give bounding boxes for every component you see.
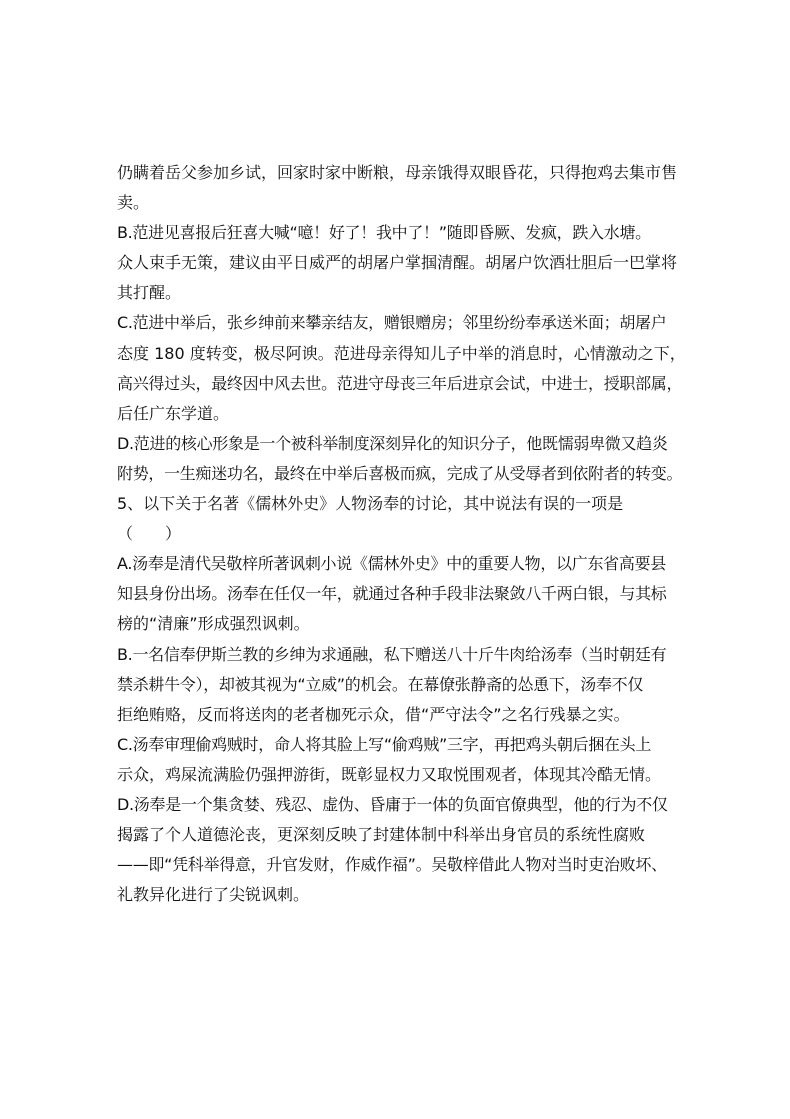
text-line: 附势，一生痴迷功名，最终在中举后喜极而疯，完成了从受辱者到依附者的转变。 xyxy=(117,463,683,483)
text-line: 揭露了个人道德沦丧，更深刻反映了封建体制中科举出身官员的系统性腐败 xyxy=(117,825,646,845)
text-line: 后任广东学道。 xyxy=(117,403,230,423)
text-line: 拒绝贿赂，反而将送肉的老者枷死示众，借“严守法令”之名行残暴之实。 xyxy=(117,704,630,724)
option-b-line: B.范进见喜报后狂喜大喊“噫！好了！我中了！”随即昏厥、发疯，跌入水塘。 xyxy=(117,223,651,243)
option-d-line: D.范进的核心形象是一个被科举制度深刻异化的知识分子，他既懦弱卑微又趋炎 xyxy=(117,433,668,453)
option-b-line: B.一名信奉伊斯兰教的乡绅为求通融，私下赠送八十斤牛肉给汤奉（当时朝廷有 xyxy=(117,644,667,664)
text-line: 态度 180 度转变，极尽阿谀。范进母亲得知儿子中举的消息时，心情激动之下， xyxy=(117,343,686,363)
option-a-line: A.汤奉是清代吴敬梓所著讽刺小说《儒林外史》中的重要人物，以广东省高要县 xyxy=(117,554,666,574)
text-line: 知县身份出场。汤奉在任仅一年，就通过各种手段非法聚敛八千两白银，与其标 xyxy=(117,584,667,604)
answer-blank: （ ） xyxy=(117,524,182,544)
text-line: 榜的“清廉”形成强烈讽刺。 xyxy=(117,614,310,634)
text-line: 仍瞒着岳父参加乡试，回家时家中断粮，母亲饿得双眼昏花，只得抱鸡去集市售 xyxy=(117,163,678,182)
text-line: 礼教异化进行了尖锐讽刺。 xyxy=(117,885,310,905)
text-line: 众人束手无策，建议由平日威严的胡屠户掌掴清醒。胡屠户饮酒壮胆后一巴掌将 xyxy=(117,253,678,273)
text-line: 高兴得过头，最终因中风去世。范进守母丧三年后进京会试，中进士，授职部属， xyxy=(117,373,683,393)
text-line: ——即“凭科举得意，升官发财，作威作福”。吴敬梓借此人物对当时吏治败坏、 xyxy=(117,855,667,875)
text-line: 示众，鸡屎流满脸仍强押游街，既彰显权力又取悦围观者，体现其冷酷无情。 xyxy=(117,764,662,784)
text-line: 其打醒。 xyxy=(117,283,182,303)
text-line: 卖。 xyxy=(117,193,150,213)
option-c-line: C.范进中举后，张乡绅前来攀亲结友，赠银赠房；邻里纷纷奉承送米面；胡屠户 xyxy=(117,313,667,333)
text-line: 禁杀耕牛令），却被其视为“立威”的机会。在幕僚张静斋的怂恿下，汤奉不仅 xyxy=(117,674,644,694)
question-5-line: 5、以下关于名著《儒林外史》人物汤奉的讨论，其中说法有误的一项是 xyxy=(117,494,624,514)
document-body xyxy=(117,158,707,910)
option-d-line: D.汤奉是一个集贪婪、残忍、虚伪、昏庸于一体的负面官僚典型，他的行为不仅 xyxy=(117,794,668,814)
option-c-line: C.汤奉审理偷鸡贼时，命人将其脸上写“偷鸡贼”三字，再把鸡头朝后捆在头上 xyxy=(117,734,652,754)
